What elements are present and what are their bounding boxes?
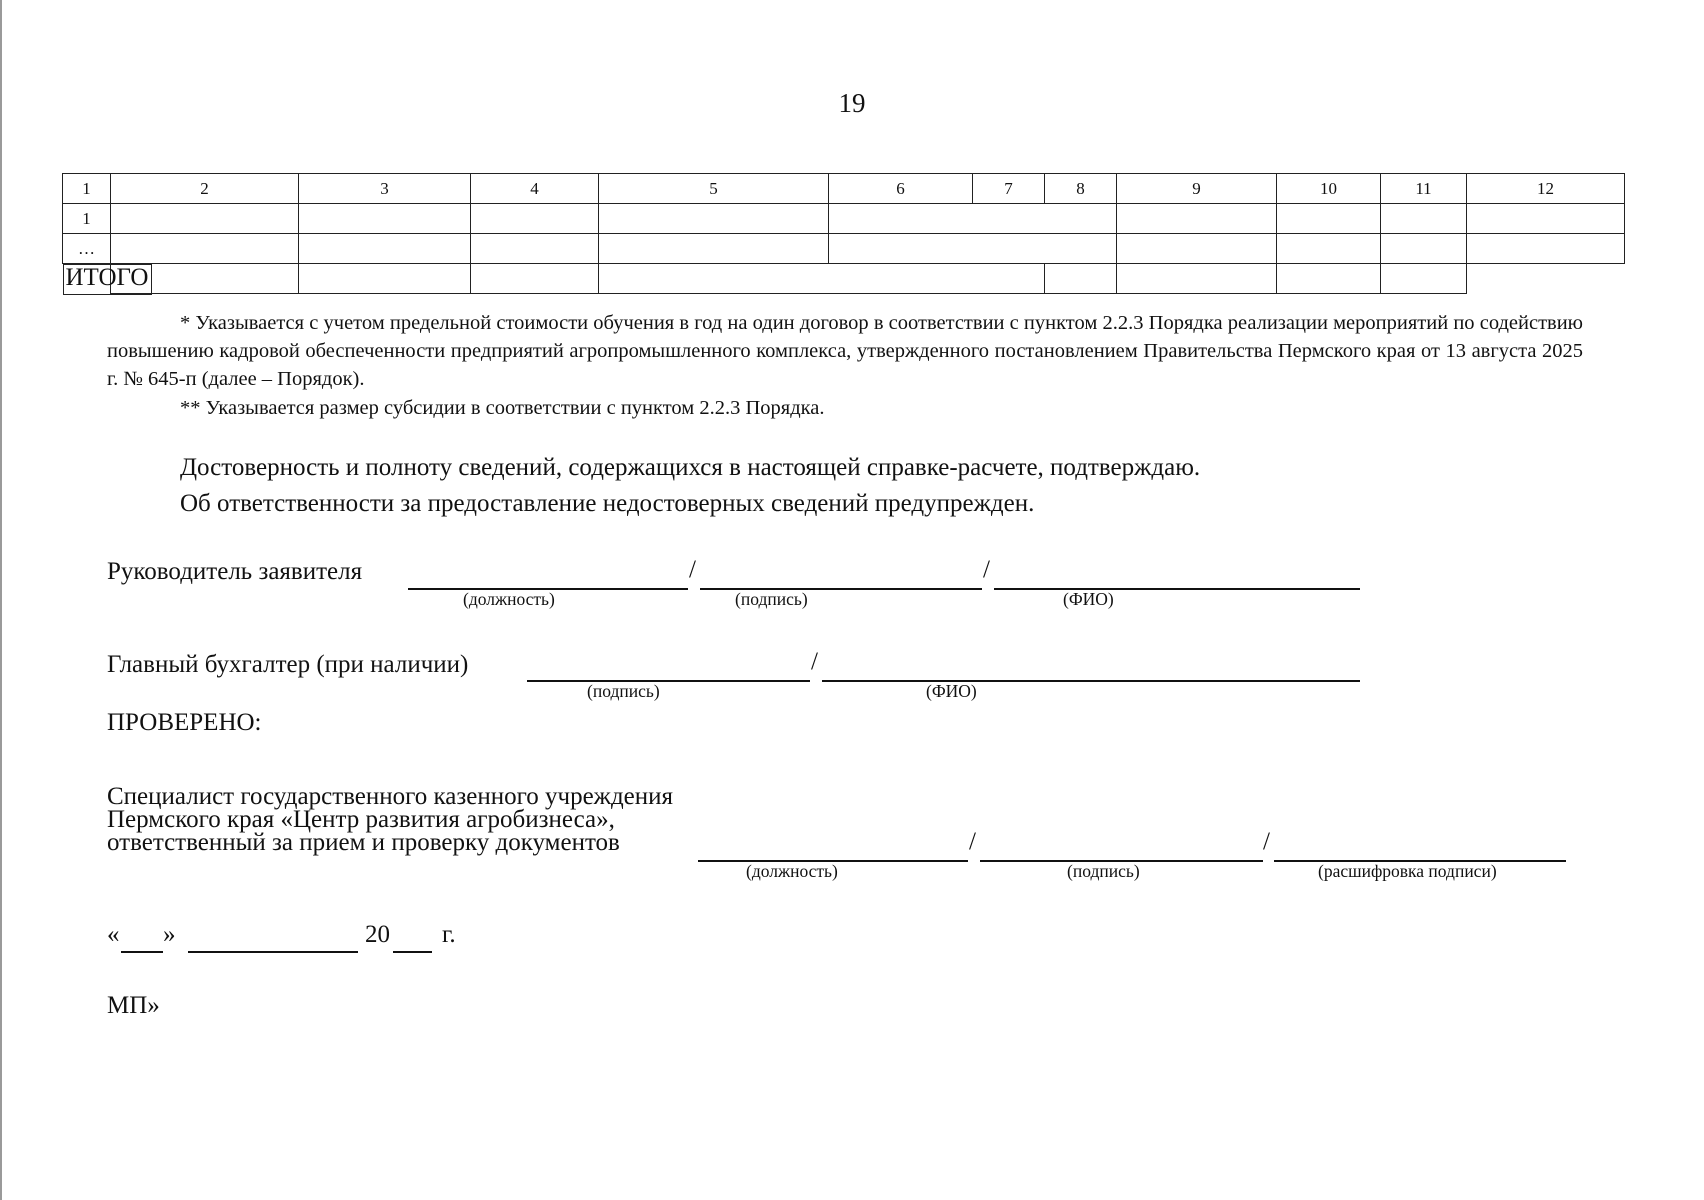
table-cell: 1 (63, 204, 111, 234)
table-cell (599, 234, 829, 264)
table-header-cell: 3 (299, 174, 471, 204)
hint-signature: (подпись) (1067, 861, 1140, 881)
hint-signature: (подпись) (735, 589, 808, 609)
table-cell (1277, 234, 1381, 264)
separator-slash: / (689, 556, 696, 583)
specialist-line-3: ответственный за прием и проверку документов (107, 829, 620, 856)
date-open-quote: « (107, 921, 120, 948)
table-cell (1277, 204, 1381, 234)
table-cell (1467, 204, 1625, 234)
table-cell (471, 204, 599, 234)
head-name-line[interactable] (994, 588, 1360, 590)
certification-line-1: Достоверность и полноту сведений, содержащихся в настоящей справке-расчете, подтверждаю. (180, 454, 1201, 481)
separator-slash: / (1263, 828, 1270, 855)
stamp-label: МП» (107, 992, 160, 1019)
checked-label: ПРОВЕРЕНО: (107, 709, 262, 736)
table-cell (599, 264, 1045, 294)
table-cell (1117, 234, 1277, 264)
table-cell (471, 234, 599, 264)
table-cell (299, 234, 471, 264)
table-header-cell: 10 (1277, 174, 1381, 204)
hint-name: (ФИО) (1063, 589, 1114, 609)
date-month-line[interactable] (188, 951, 358, 953)
table-header-cell: 7 (973, 174, 1045, 204)
table-cell (111, 234, 299, 264)
hint-decoding: (расшифровка подписи) (1318, 861, 1497, 881)
table-header-cell: 4 (471, 174, 599, 204)
table-cell: … (63, 234, 111, 264)
date-year-prefix: 20 (365, 921, 390, 948)
accountant-name-line[interactable] (822, 680, 1360, 682)
accountant-signature-label: Главный бухгалтер (при наличии) (107, 651, 469, 678)
date-year-line[interactable] (393, 951, 432, 953)
table-header-cell: 6 (829, 174, 973, 204)
separator-slash: / (969, 828, 976, 855)
head-signature-label: Руководитель заявителя (107, 558, 363, 585)
specialist-line-2: Пермского края «Центр развития агробизнеса», (107, 806, 615, 833)
table-header-cell: 1 (63, 174, 111, 204)
table-header-cell: 12 (1467, 174, 1625, 204)
table-cell (1117, 264, 1277, 294)
hint-position: (должность) (463, 589, 555, 609)
table-header-cell: 2 (111, 174, 299, 204)
calculation-table (62, 173, 1625, 294)
table-cell (1467, 234, 1625, 264)
hint-name: (ФИО) (926, 681, 977, 701)
table-cell (829, 234, 1117, 264)
table-cell (471, 264, 599, 294)
table-cell (1381, 234, 1467, 264)
table-header-cell: 8 (1045, 174, 1117, 204)
table-cell (1045, 264, 1117, 294)
separator-slash: / (811, 648, 818, 675)
table-header-cell: 5 (599, 174, 829, 204)
table-cell (1381, 204, 1467, 234)
page-edge (0, 0, 2, 1200)
footnote-1: * Указывается с учетом предельной стоимости обучения в год на один договор в соответствии с пунктом 2.2.3 Порядка реализации мероприятий по содействию повышению кадровой обеспеченности предприятий агропромышленного комплекса, утвержденного постановлением Правительства Пермского края от 13 августа 2025 г. № 645-п (далее – Порядок). (107, 312, 1583, 390)
table-header-cell: 9 (1117, 174, 1277, 204)
table-cell (829, 204, 1117, 234)
table-cell (599, 204, 829, 234)
table-cell (299, 204, 471, 234)
table-header-cell: 11 (1381, 174, 1467, 204)
accountant-signature-line[interactable] (527, 680, 810, 682)
table-total-row (63, 264, 1625, 294)
hint-signature: (подпись) (587, 681, 660, 701)
separator-slash: / (983, 556, 990, 583)
specialist-label (107, 785, 673, 854)
page-number: 19 (838, 88, 866, 118)
specialist-line-1: Специалист государственного казенного учреждения (107, 783, 674, 810)
table-total-label: ИТОГО (63, 264, 153, 295)
table-row (63, 204, 1625, 234)
date-close-quote: » (163, 921, 176, 948)
table-cell (299, 264, 471, 294)
hint-position: (должность) (746, 861, 838, 881)
table-cell (1277, 264, 1381, 294)
table-cell (111, 204, 299, 234)
certification-line-2: Об ответственности за предоставление недостоверных сведений предупрежден. (180, 490, 1035, 517)
table-cell (1381, 264, 1467, 294)
table-cell (1117, 204, 1277, 234)
date-year-suffix: г. (442, 921, 456, 948)
footnote-2: ** Указывается размер субсидии в соответствии с пунктом 2.2.3 Порядка. (180, 397, 825, 419)
date-day-line[interactable] (121, 951, 163, 953)
table-header-row (63, 174, 1625, 204)
table-row (63, 234, 1625, 264)
